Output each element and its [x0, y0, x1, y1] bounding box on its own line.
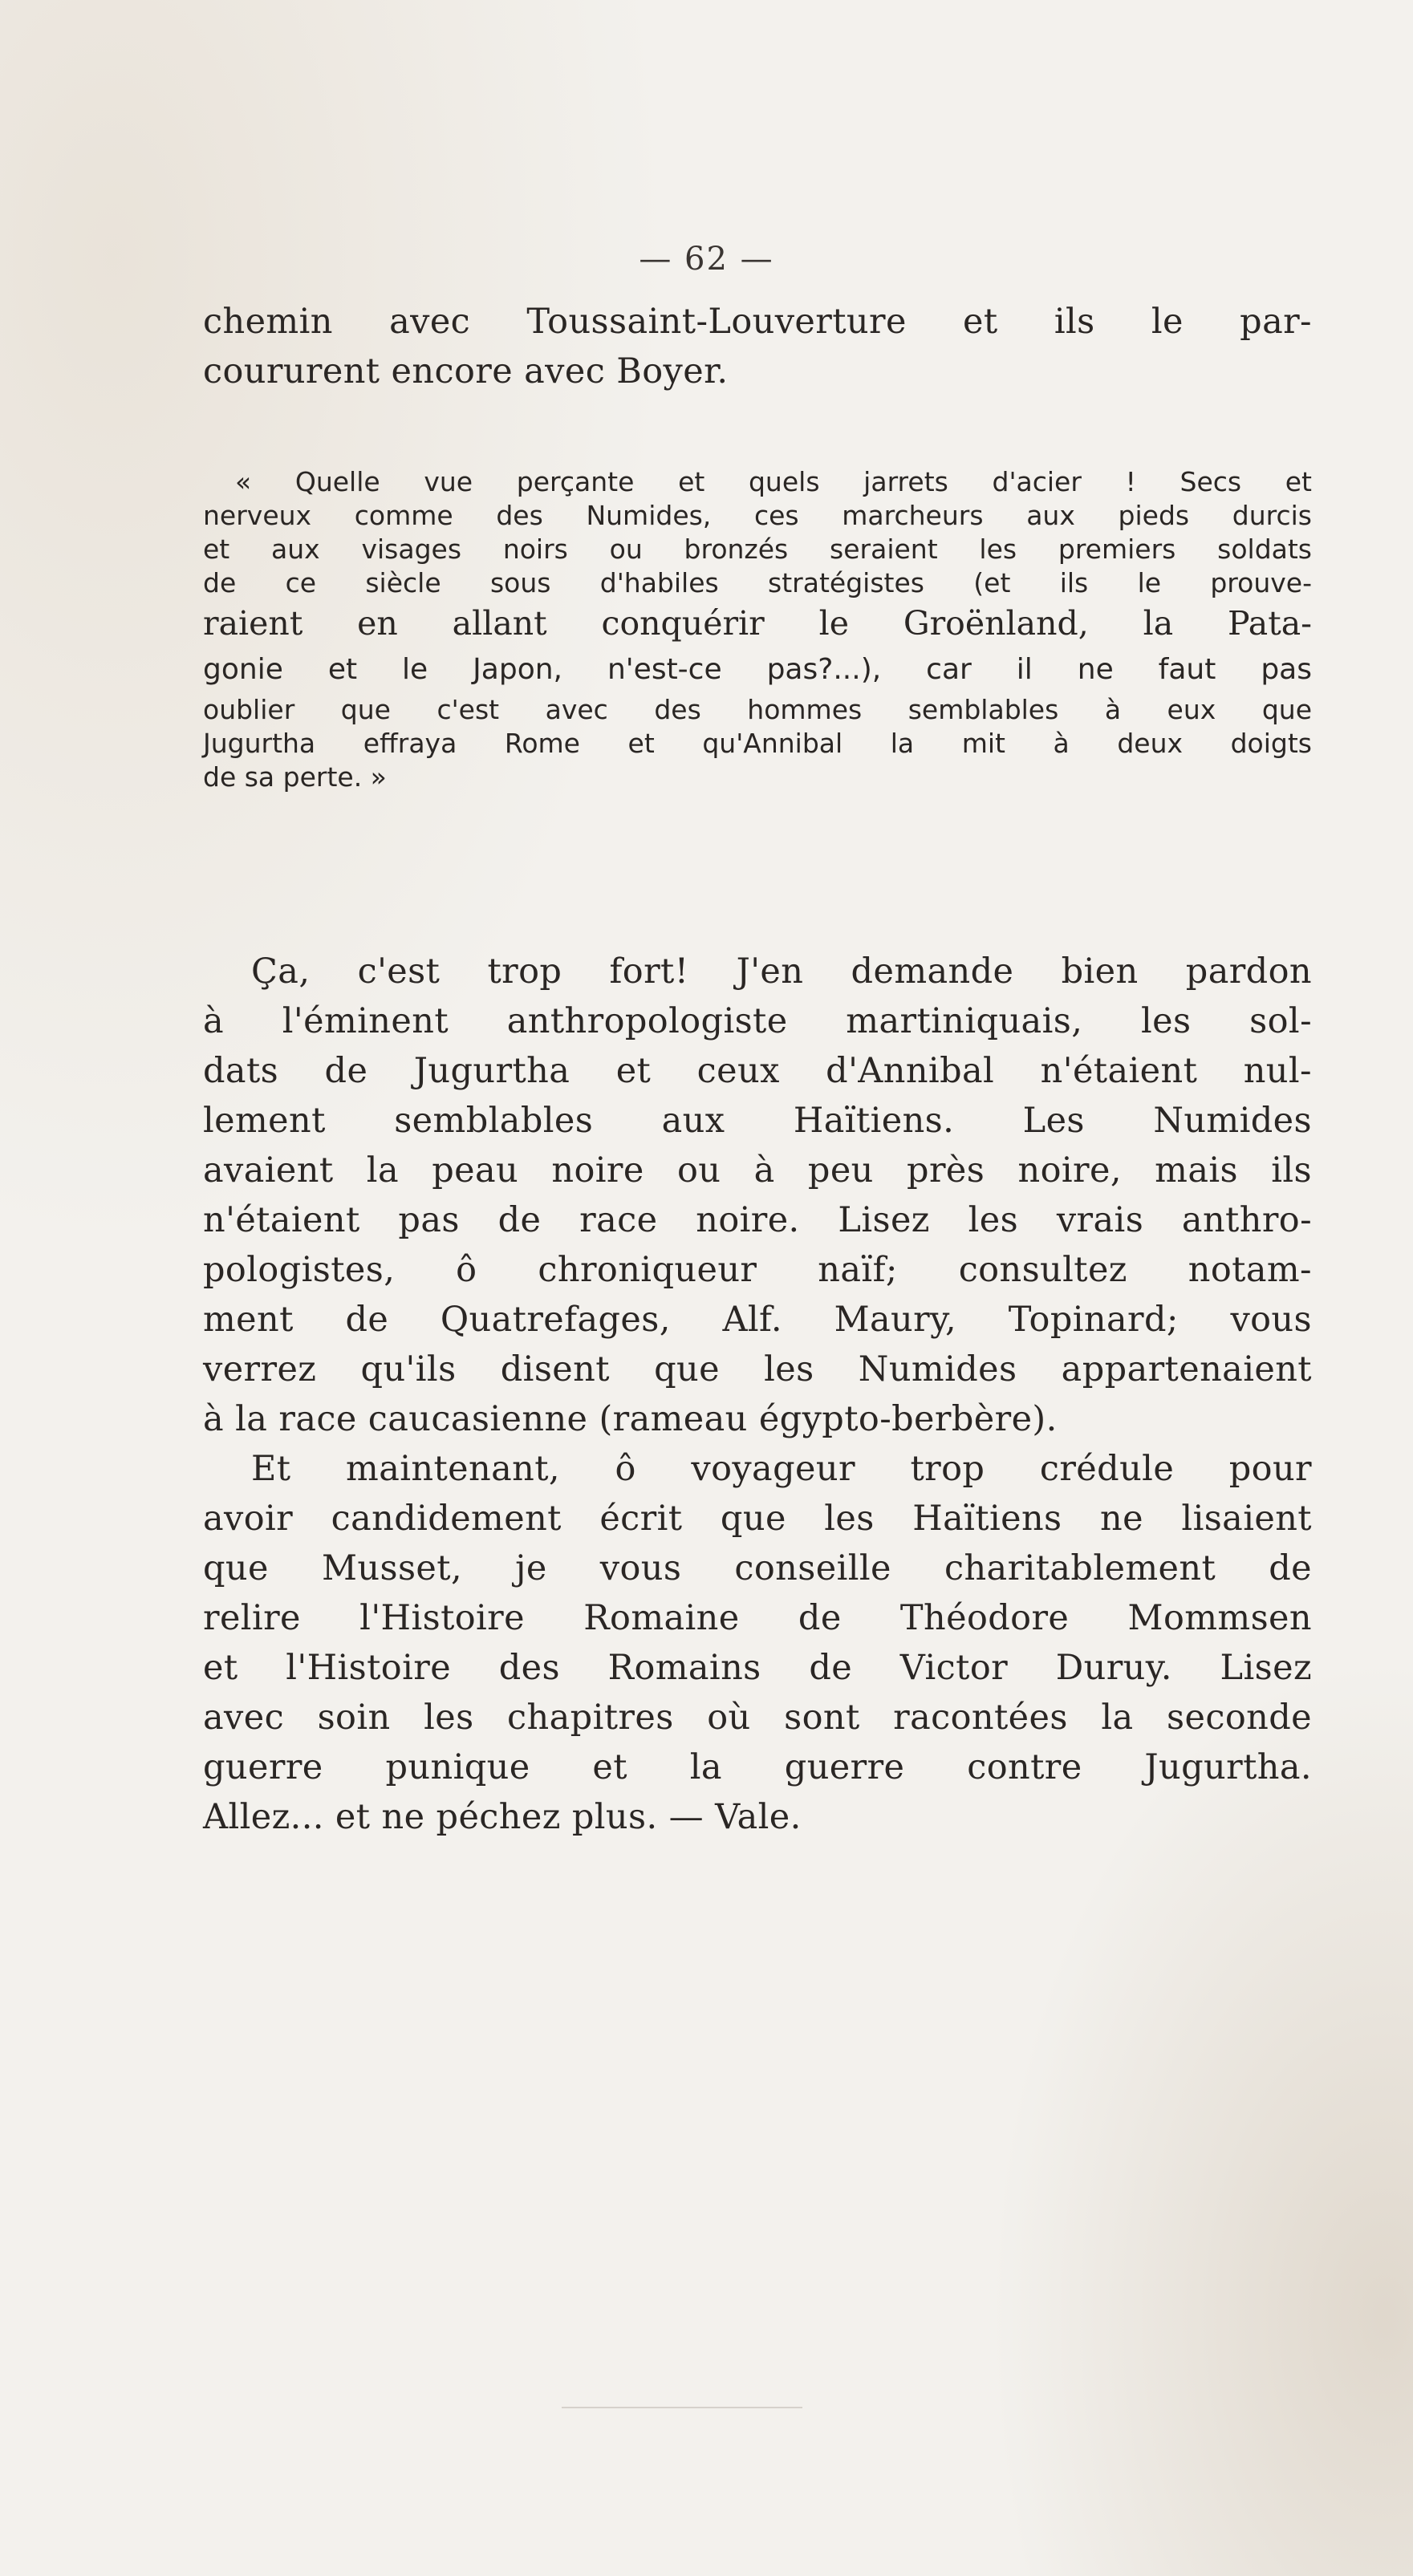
text-line: de sa perte. »: [203, 761, 387, 793]
text-line: coururent encore avec Boyer.: [203, 351, 729, 391]
text-line: de ce siècle sous d'habiles stratégistes (et ils le prouve-: [203, 567, 1312, 598]
text-line: gonie et le Japon, n'est-ce pas?...), car il ne faut pas: [203, 653, 1312, 686]
paragraph-response: [203, 947, 1312, 1842]
text-line: lement semblables aux Haïtiens. Les Numides: [203, 1101, 1312, 1141]
text-line: verrez qu'ils disent que les Numides appartenaient: [203, 1349, 1312, 1389]
text-line: guerre punique et la guerre contre Jugurtha.: [203, 1747, 1312, 1787]
text-line: avoir candidement écrit que les Haïtiens ne lisaient: [203, 1499, 1312, 1539]
text-line: ment de Quatrefages, Alf. Maury, Topinard; vous: [203, 1300, 1312, 1340]
text-line: pologistes, ô chroniqueur naïf; consultez notam-: [203, 1250, 1312, 1290]
text-line: oublier que c'est avec des hommes semblables à eux que: [203, 694, 1312, 725]
text-line: « Quelle vue perçante et quels jarrets d'acier ! Secs et: [235, 466, 1312, 497]
text-line: que Musset, je vous conseille charitablement de: [203, 1548, 1312, 1588]
paragraph-continuation: [203, 297, 1312, 396]
text-line: Ça, c'est trop fort! J'en demande bien pardon: [251, 951, 1312, 992]
text-line: chemin avec Toussaint-Louverture et ils le par-: [203, 302, 1312, 342]
text-line: avec soin les chapitres où sont racontées la seconde: [203, 1698, 1312, 1738]
text-line: relire l'Histoire Romaine de Théodore Mommsen: [203, 1598, 1312, 1638]
text-line: dats de Jugurtha et ceux d'Annibal n'étaient nul-: [203, 1051, 1312, 1091]
text-line: Jugurtha effraya Rome et qu'Annibal la mit à deux doigts: [203, 728, 1312, 759]
text-line: à la race caucasienne (rameau égypto-berbère).: [203, 1399, 1058, 1439]
text-line: Et maintenant, ô voyageur trop crédule pour: [251, 1449, 1312, 1489]
quoted-passage: [203, 465, 1312, 794]
text-line: et l'Histoire des Romains de Victor Duruy. Lisez: [203, 1648, 1312, 1688]
text-line: nerveux comme des Numides, ces marcheurs aux pieds durcis: [203, 500, 1312, 531]
text-line: n'étaient pas de race noire. Lisez les vrais anthro-: [203, 1200, 1312, 1240]
text-line: avaient la peau noire ou à peu près noire, mais ils: [203, 1150, 1312, 1191]
text-line: Allez... et ne péchez plus. — Vale.: [203, 1797, 802, 1837]
end-rule: [562, 2407, 802, 2408]
page-number: — 62 —: [639, 241, 774, 278]
text-line: et aux visages noirs ou bronzés seraient les premiers soldats: [203, 533, 1312, 565]
text-line: raient en allant conquérir le Groënland, la Pata-: [203, 604, 1312, 643]
text-line: à l'éminent anthropologiste martiniquais, les sol-: [203, 1001, 1312, 1041]
